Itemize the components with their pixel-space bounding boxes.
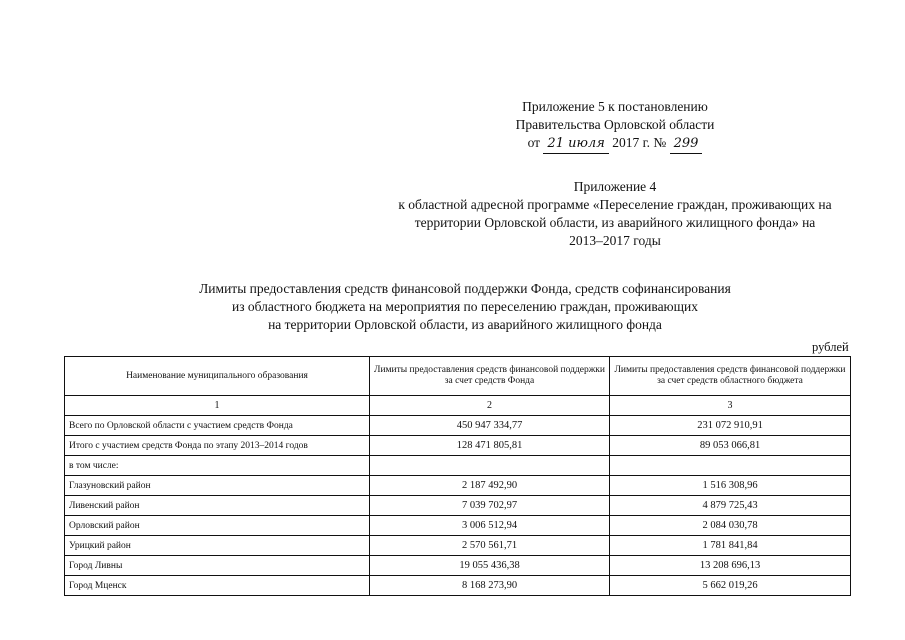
title-line2: из областного бюджета на мероприятия по переселению граждан, проживающих <box>231 299 699 314</box>
handwritten-number: 299 <box>670 135 703 154</box>
fund-value-cell: 8 168 273,90 <box>370 576 610 596</box>
fund-value-cell <box>370 456 610 476</box>
table-header-row <box>65 357 851 396</box>
title-line3: на территории Орловской области, из аварийного жилищного фонда <box>268 317 662 332</box>
units-label: рублей <box>812 340 849 354</box>
municipality-cell: Город Ливны <box>65 556 370 576</box>
appendix4-line4: 2013–2017 годы <box>569 233 661 248</box>
handwritten-date: 21 июля <box>543 135 608 154</box>
table-row <box>65 556 851 576</box>
column-number: 3 <box>610 396 851 416</box>
header-municipality: Наименование муниципального образования <box>65 357 370 396</box>
budget-value-cell: 231 072 910,91 <box>610 416 851 436</box>
budget-value-cell: 5 662 019,26 <box>610 576 851 596</box>
fund-value-cell: 128 471 805,81 <box>370 436 610 456</box>
date-prefix: от <box>527 135 541 150</box>
table-row <box>65 576 851 596</box>
municipality-cell: в том числе: <box>65 456 370 476</box>
title-line1: Лимиты предоставления средств финансовой поддержки Фонда, средств софинансирования <box>199 281 731 296</box>
fund-value-cell: 7 039 702,97 <box>370 496 610 516</box>
column-number: 2 <box>370 396 610 416</box>
municipality-cell: Урицкий район <box>65 536 370 556</box>
table-row <box>65 516 851 536</box>
fund-value-cell: 19 055 436,38 <box>370 556 610 576</box>
budget-value-cell: 4 879 725,43 <box>610 496 851 516</box>
budget-value-cell: 1 781 841,84 <box>610 536 851 556</box>
decree-date-line <box>480 134 750 154</box>
decree-header-line2: Правительства Орловской области <box>515 117 715 132</box>
appendix4-line2: к областной адресной программе «Переселение граждан, проживающих на <box>398 197 832 212</box>
table-row <box>65 456 851 476</box>
column-number-row <box>65 396 851 416</box>
limits-table <box>64 356 851 596</box>
table-row <box>65 536 851 556</box>
municipality-cell: Глазуновский район <box>65 476 370 496</box>
year-text: 2017 г. № <box>612 135 667 150</box>
budget-value-cell <box>610 456 851 476</box>
header-fund-limits: Лимиты предоставления средств финансовой поддержки за счет средств Фонда <box>370 357 610 396</box>
municipality-cell: Всего по Орловской области с участием средств Фонда <box>65 416 370 436</box>
header-budget-limits: Лимиты предоставления средств финансовой поддержки за счет средств областного бюджета <box>610 357 851 396</box>
table-row <box>65 416 851 436</box>
municipality-cell: Город Мценск <box>65 576 370 596</box>
appendix4-header <box>370 178 860 250</box>
appendix4-line1: Приложение 4 <box>573 179 657 194</box>
budget-value-cell: 2 084 030,78 <box>610 516 851 536</box>
fund-value-cell: 2 187 492,90 <box>370 476 610 496</box>
budget-value-cell: 89 053 066,81 <box>610 436 851 456</box>
table-row <box>65 496 851 516</box>
budget-value-cell: 1 516 308,96 <box>610 476 851 496</box>
table-row <box>65 436 851 456</box>
budget-value-cell: 13 208 696,13 <box>610 556 851 576</box>
municipality-cell: Орловский район <box>65 516 370 536</box>
municipality-cell: Ливенский район <box>65 496 370 516</box>
column-number: 1 <box>65 396 370 416</box>
document-title <box>110 280 820 334</box>
decree-header <box>480 98 750 154</box>
fund-value-cell: 3 006 512,94 <box>370 516 610 536</box>
decree-header-line1: Приложение 5 к постановлению <box>522 99 708 114</box>
fund-value-cell: 2 570 561,71 <box>370 536 610 556</box>
municipality-cell: Итого с участием средств Фонда по этапу 2013–2014 годов <box>65 436 370 456</box>
fund-value-cell: 450 947 334,77 <box>370 416 610 436</box>
appendix4-line3: территории Орловской области, из аварийного жилищного фонда» на <box>414 215 816 230</box>
table-row <box>65 476 851 496</box>
